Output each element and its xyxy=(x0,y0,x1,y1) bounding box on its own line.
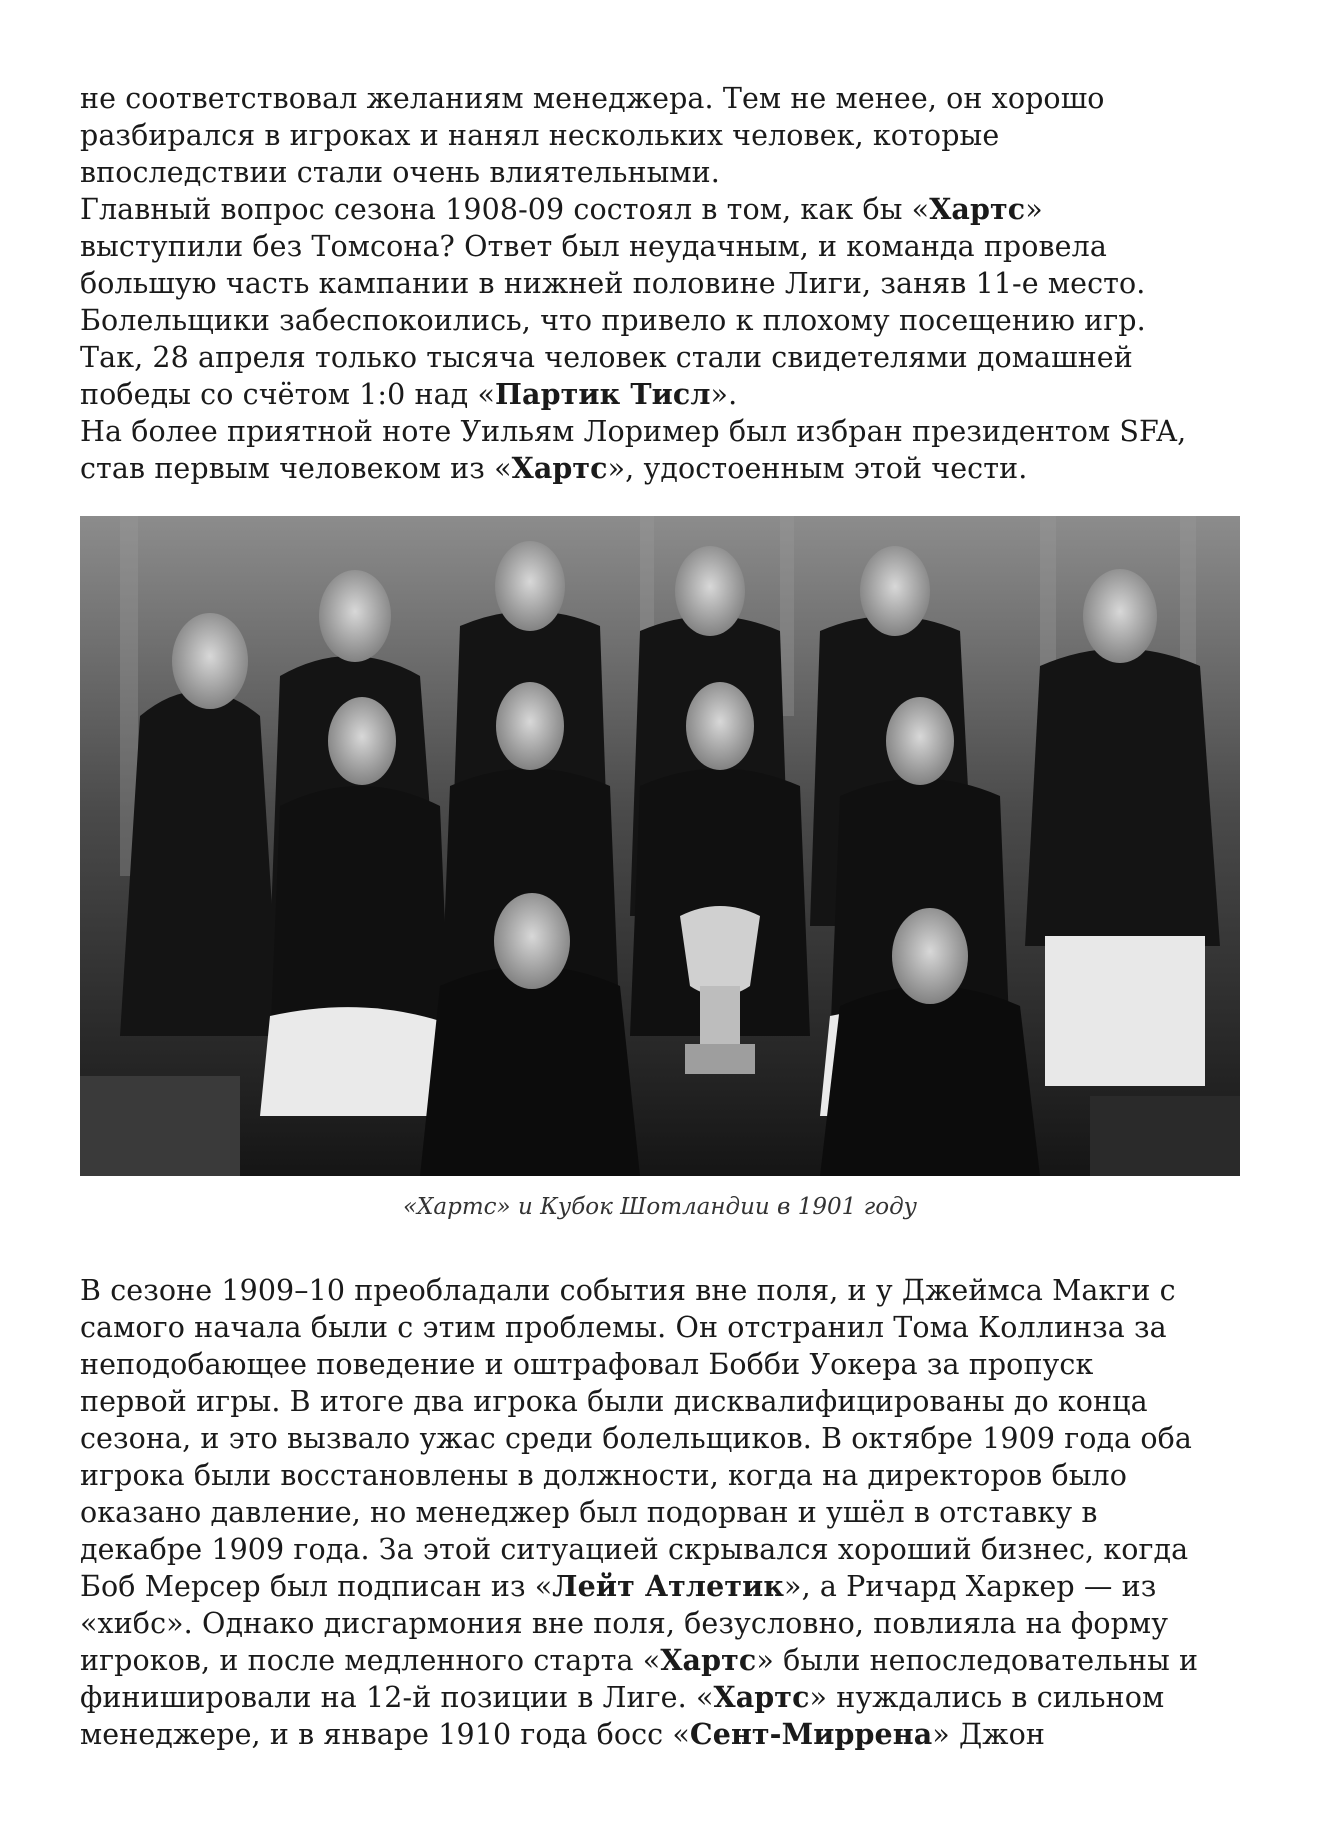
text-segment: Болельщики забеспокоились, что привело к плохому посещению игр. xyxy=(80,304,1146,337)
text-segment: » xyxy=(1025,193,1043,226)
text-segment: На более приятной ноте Уильям Лоример был избран президентом SFA, xyxy=(80,415,1187,448)
text-line xyxy=(80,413,1250,450)
text-segment: большую часть кампании в нижней половине Лиги, заняв 11-е место. xyxy=(80,267,1146,300)
text-line xyxy=(80,1420,1250,1457)
text-line xyxy=(80,154,1250,191)
text-line xyxy=(80,228,1250,265)
text-block-bottom xyxy=(80,1272,1250,1753)
bold-term: Хартс xyxy=(713,1680,810,1714)
text-segment: «хибс». Однако дисгармония вне поля, безусловно, повлияла на форму xyxy=(80,1607,1169,1640)
text-line xyxy=(80,1605,1250,1642)
text-line xyxy=(80,117,1250,154)
team-photo-image xyxy=(80,516,1240,1176)
text-line xyxy=(80,1494,1250,1531)
text-segment: » нуждались в сильном xyxy=(809,1681,1165,1714)
text-segment: самого начала были с этим проблемы. Он отстранил Тома Коллинза за xyxy=(80,1311,1167,1344)
text-segment: неподобающее поведение и оштрафовал Бобби Уокера за пропуск xyxy=(80,1348,1094,1381)
bold-term: Хартс xyxy=(929,192,1026,226)
text-line xyxy=(80,1383,1250,1420)
text-segment: » были непоследовательны и xyxy=(756,1644,1199,1677)
text-line xyxy=(80,265,1250,302)
text-line xyxy=(80,1309,1250,1346)
text-segment: », а Ричард Харкер — из xyxy=(784,1570,1157,1603)
text-line xyxy=(80,1568,1250,1605)
text-line xyxy=(80,1679,1250,1716)
text-line xyxy=(80,1531,1250,1568)
text-segment: менеджере, и в январе 1910 года босс « xyxy=(80,1718,690,1751)
text-segment: сезона, и это вызвало ужас среди болельщиков. В октябре 1909 года оба xyxy=(80,1422,1193,1455)
text-segment: победы со счётом 1:0 над « xyxy=(80,378,496,411)
text-segment: декабре 1909 года. За этой ситуацией скрывался хороший бизнес, когда xyxy=(80,1533,1189,1566)
text-line xyxy=(80,1716,1250,1753)
text-segment: ». xyxy=(710,378,738,411)
text-line xyxy=(80,191,1250,228)
text-line xyxy=(80,339,1250,376)
text-line xyxy=(80,80,1250,117)
text-segment: выступили без Томсона? Ответ был неудачным, и команда провела xyxy=(80,230,1107,263)
text-line xyxy=(80,450,1250,487)
text-segment: игрока были восстановлены в должности, когда на директоров было xyxy=(80,1459,1127,1492)
text-line xyxy=(80,1457,1250,1494)
text-segment: финишировали на 12-й позиции в Лиге. « xyxy=(80,1681,714,1714)
text-segment: Так, 28 апреля только тысяча человек стали свидетелями домашней xyxy=(80,341,1133,374)
text-segment: В сезоне 1909–10 преобладали события вне поля, и у Джеймса Макги с xyxy=(80,1274,1176,1307)
bold-term: Сент-Миррена xyxy=(689,1717,933,1751)
text-segment: впоследствии стали очень влиятельными. xyxy=(80,156,720,189)
text-segment: оказано давление, но менеджер был подорван и ушёл в отставку в xyxy=(80,1496,1098,1529)
text-line xyxy=(80,1272,1250,1309)
text-segment: став первым человеком из « xyxy=(80,452,512,485)
bold-term: Хартс xyxy=(660,1643,757,1677)
text-segment: Боб Мерсер был подписан из « xyxy=(80,1570,553,1603)
bold-term: Партик Тисл xyxy=(495,377,711,411)
text-segment: не соответствовал желаниям менеджера. Тем не менее, он хорошо xyxy=(80,82,1105,115)
text-segment: » Джон xyxy=(932,1718,1045,1751)
text-segment: разбирался в игроках и нанял нескольких человек, которые xyxy=(80,119,1000,152)
team-photo xyxy=(80,516,1240,1176)
bold-term: Лейт Атлетик xyxy=(552,1569,785,1603)
text-segment: », удостоенным этой чести. xyxy=(607,452,1028,485)
text-segment: Главный вопрос сезона 1908-09 состоял в том, как бы « xyxy=(80,193,930,226)
text-segment: первой игры. В итоге два игрока были дисквалифицированы до конца xyxy=(80,1385,1148,1418)
text-line xyxy=(80,1642,1250,1679)
text-block-top xyxy=(80,80,1250,487)
text-line xyxy=(80,376,1250,413)
photo-caption: «Хартс» и Кубок Шотландии в 1901 году xyxy=(402,1194,917,1220)
text-segment: игроков, и после медленного старта « xyxy=(80,1644,661,1677)
text-line xyxy=(80,302,1250,339)
bold-term: Хартс xyxy=(511,451,608,485)
text-line xyxy=(80,1346,1250,1383)
